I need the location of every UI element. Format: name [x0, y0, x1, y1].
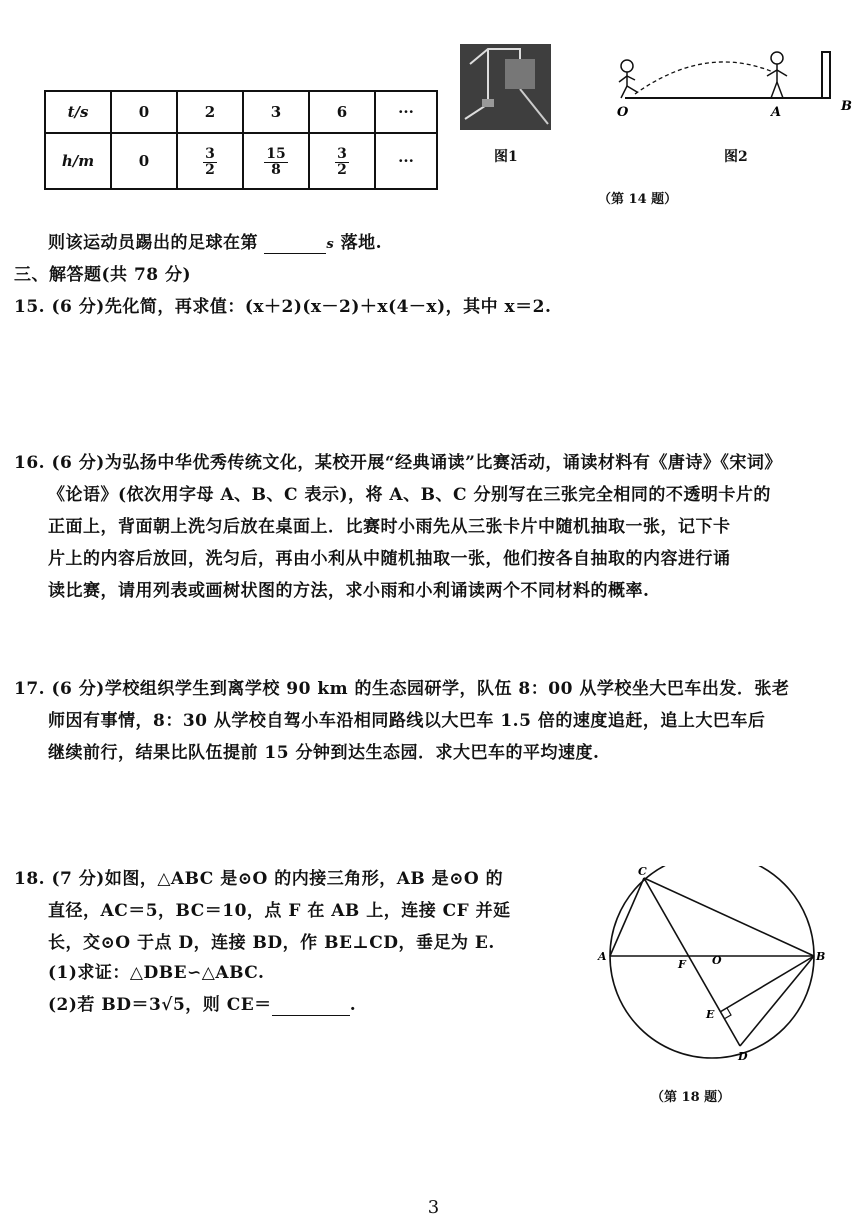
question-16-line: 片上的内容后放回，洗匀后，再由小利从中随机抽取一张，他们按各自抽取的内容进行诵 [48, 549, 731, 569]
question-18-line: 直径，AC＝5，BC＝10，点 F 在 AB 上，连接 CF 并延 [48, 901, 511, 921]
q14-figure-caption: （第 14 题） [598, 192, 678, 207]
table-cell: 6 [309, 91, 375, 133]
fig1-caption: 图1 [494, 149, 518, 165]
question-16-line: 《论语》(依次用字母 A、B、C 表示)，将 A、B、C 分别写在三张完全相同的不透明卡片的 [48, 485, 771, 505]
data-table [44, 90, 438, 190]
question-17-line: 17. (6 分)学校组织学生到离学校 90 km 的生态园研学，队伍 8：00 从学校坐大巴车出发．张老 [14, 679, 790, 699]
fig2-caption: 图2 [724, 149, 748, 165]
label-B: B [841, 99, 852, 114]
label-C: C [638, 866, 647, 878]
question-17-line: 师因有事情，8：30 从学校自驾小车沿相同路线以大巴车 1.5 倍的速度追赶，追上大巴车后 [48, 711, 766, 731]
page-number: 3 [427, 1197, 440, 1218]
fraction: $\frac{15}{8}$ [266, 146, 286, 178]
table-cell: 0 [111, 133, 177, 189]
table-cell: 0 [111, 91, 177, 133]
label-A: A [598, 950, 607, 963]
answer-blank [264, 233, 326, 254]
q18-figure-caption: （第 18 题） [651, 1090, 731, 1105]
label-O: O [712, 954, 722, 967]
question-17-line: 继续前行，结果比队伍提前 15 分钟到达生态园．求大巴车的平均速度. [48, 743, 600, 763]
table-cell: 2 [177, 91, 243, 133]
label-B: B [816, 950, 826, 963]
label-A: A [771, 105, 782, 120]
q14-answer-line: 则该运动员踢出的足球在第 s 落地. [48, 233, 383, 253]
label-D: D [738, 1050, 748, 1063]
table-cell: ··· [375, 91, 437, 133]
label-O: O [617, 105, 629, 120]
table-cell: ··· [375, 133, 437, 189]
table-cell [309, 133, 375, 189]
question-18-line: 长，交⊙O 于点 D，连接 BD，作 BE⊥CD，垂足为 E. [48, 933, 495, 953]
answer-blank [272, 995, 350, 1016]
question-15: 15. (6 分)先化简，再求值：(x＋2)(x－2)＋x(4－x)，其中 x＝2. [14, 297, 552, 317]
soccer-goal-photo [460, 44, 551, 130]
question-18-line: (1)求证：△DBE∽△ABC. [48, 963, 265, 983]
table-cell [243, 133, 309, 189]
table-header-t: t/s [45, 91, 111, 133]
label-E: E [706, 1008, 715, 1021]
question-18-line: 18. (7 分)如图，△ABC 是⊙O 的内接三角形，AB 是⊙O 的 [14, 869, 504, 889]
question-16-line: 16. (6 分)为弘扬中华优秀传统文化，某校开展“经典诵读”比赛活动，诵读材料有《唐诗》《宋词》 [14, 453, 782, 473]
label-F: F [678, 958, 686, 971]
section-heading: 三、解答题(共 78 分) [14, 265, 192, 285]
table-cell [177, 133, 243, 189]
table-cell: 3 [243, 91, 309, 133]
fraction: $\frac{3}{2}$ [205, 146, 215, 178]
circle-geometry-diagram [596, 866, 836, 1066]
fraction: $\frac{3}{2}$ [337, 146, 347, 178]
question-16-line: 正面上，背面朝上洗匀后放在桌面上．比赛时小雨先从三张卡片中随机抽取一张，记下卡 [48, 517, 731, 537]
question-16-line: 读比赛，请用列表或画树状图的方法，求小雨和小利诵读两个不同材料的概率. [48, 581, 650, 601]
table-header-h: h/m [45, 133, 111, 189]
question-18-part2: (2)若 BD＝3√5，则 CE＝ . [48, 995, 357, 1015]
kick-trajectory-diagram [605, 44, 855, 124]
